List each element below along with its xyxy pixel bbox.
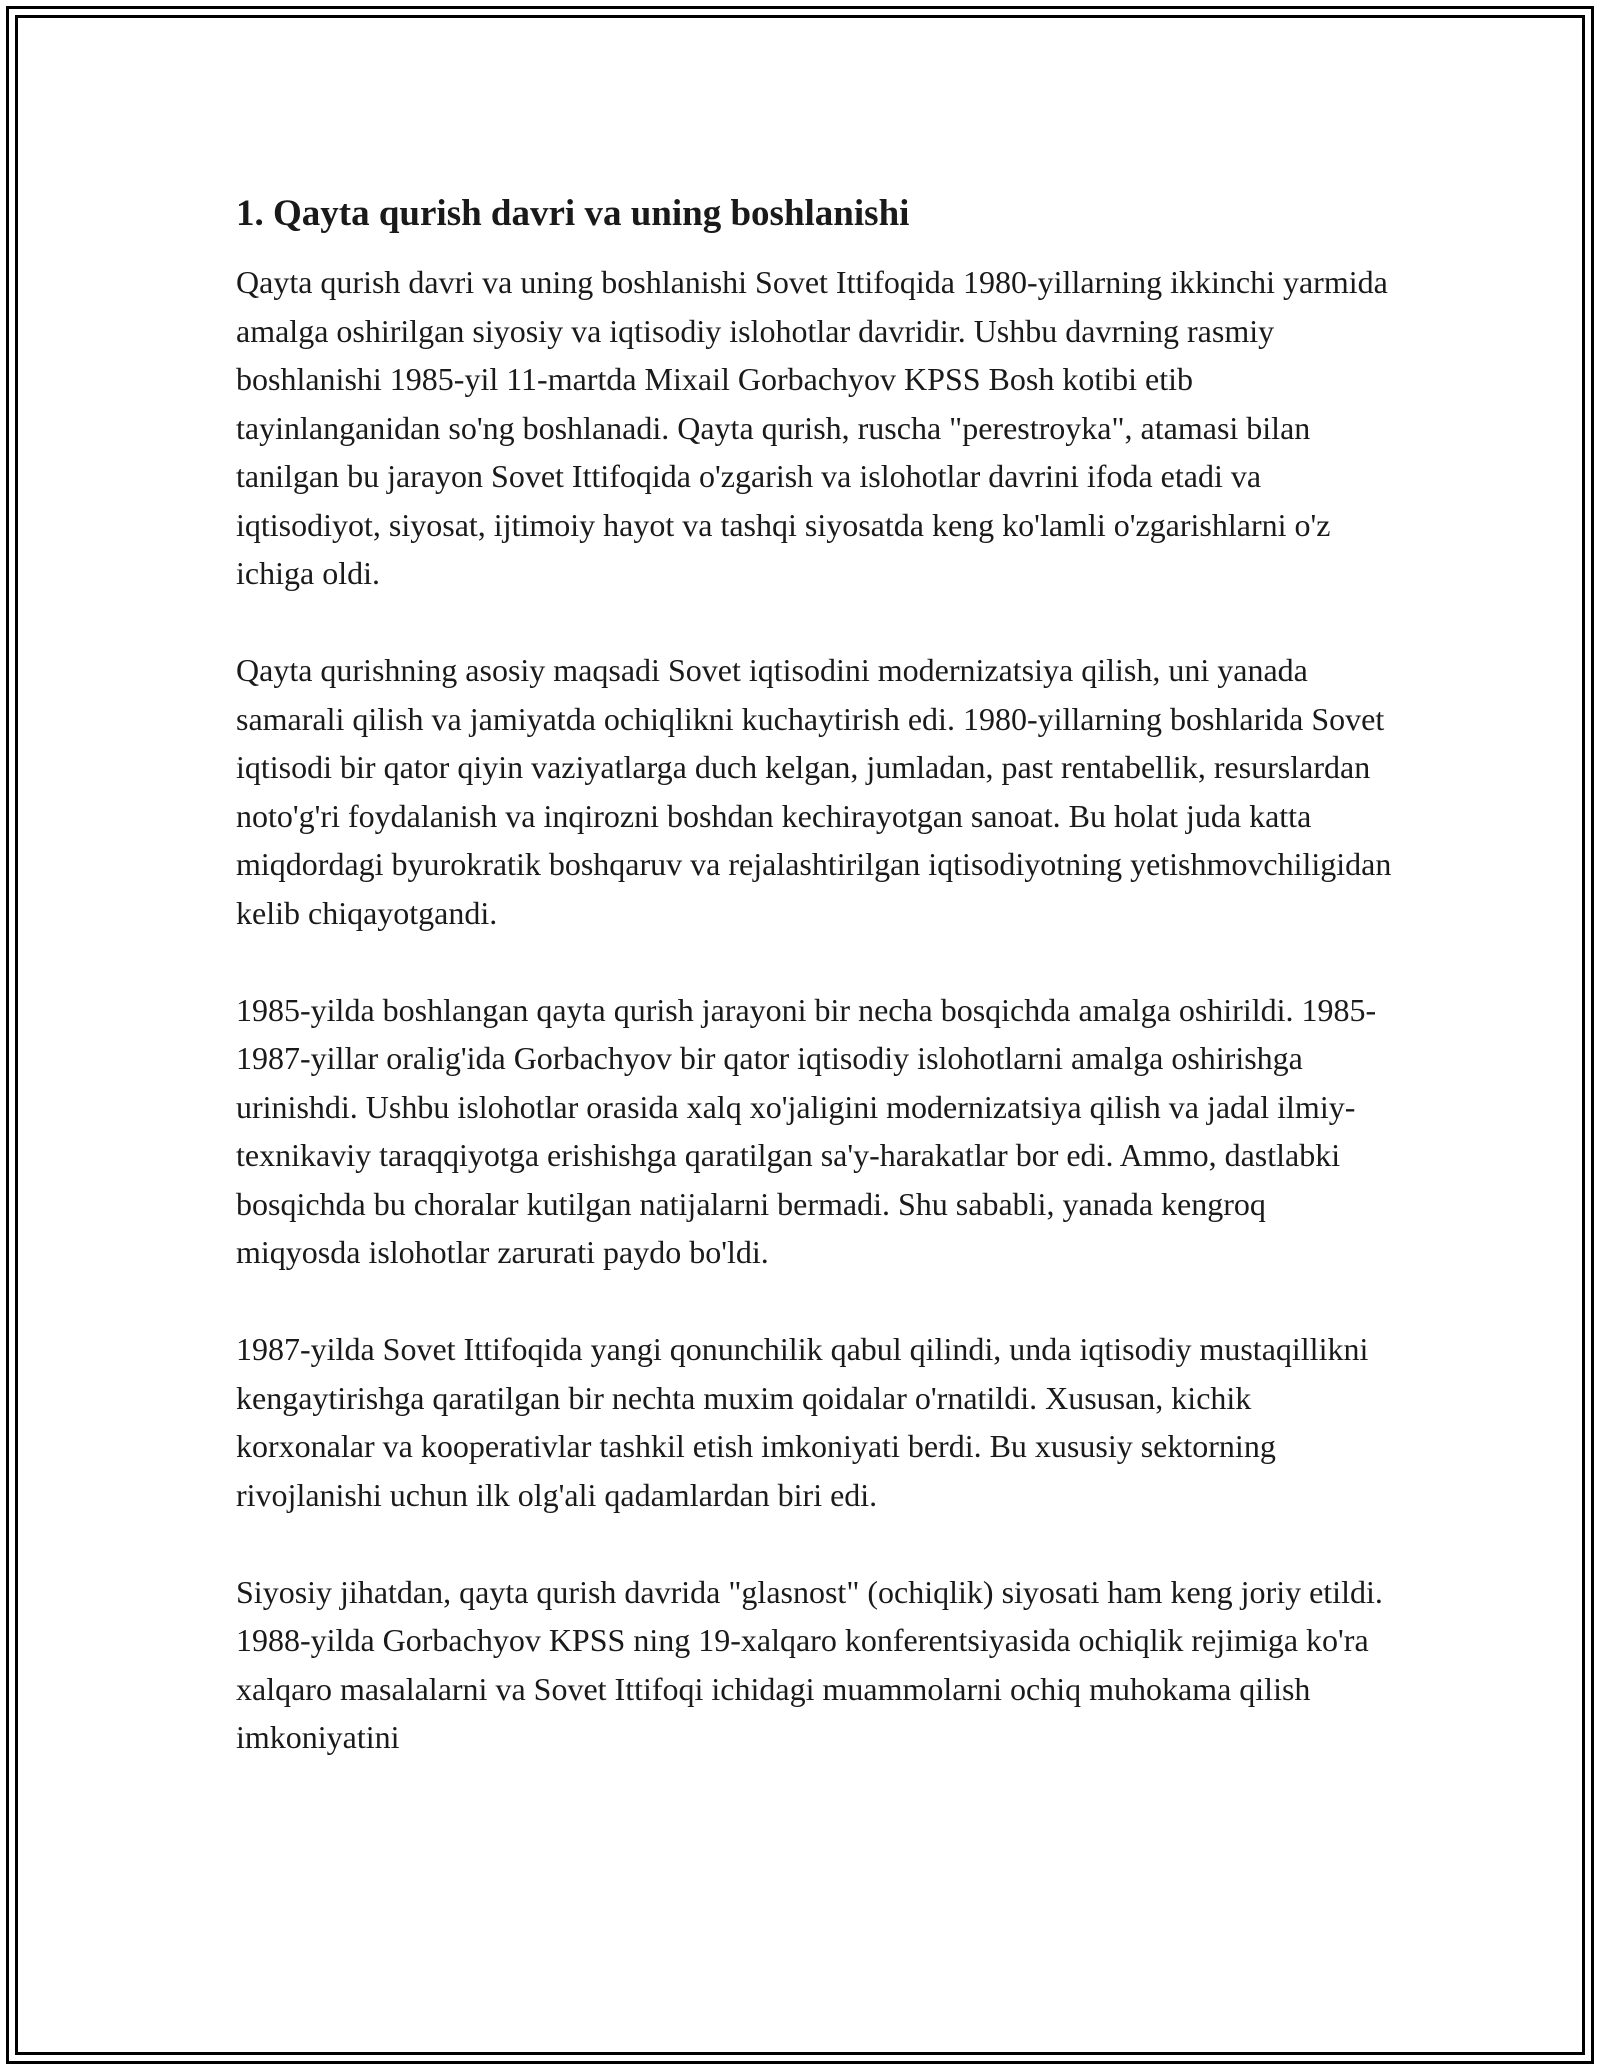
paragraph-2: Qayta qurishning asosiy maqsadi Sovet iqtisodini modernizatsiya qilish, uni yanada samarali qilish va jamiyatda ochiqlikni kuchaytirish edi. 1980-yillarning boshlarida Sovet iqtisodi bir qator qiyin vaziyatlarga duch kelgan, jumladan, past rentabellik, resurslardan noto'g'ri foydalanish va inqirozni boshdan kechirayotgan sanoat. Bu holat juda katta miqdordagi byurokratik boshqaruv va rejalashtirilgan iqtisodiyotning yetishmovchiligidan kelib chiqayotgandi.: [236, 652, 1392, 931]
paragraph-3: 1985-yilda boshlangan qayta qurish jarayoni bir necha bosqichda amalga oshirildi. 1985-1987-yillar oralig'ida Gorbachyov bir qator iqtisodiy islohotlarni amalga oshirishga urinishdi. Ushbu islohotlar orasida xalq xo'jaligini modernizatsiya qilish va jadal ilmiy-texnikaviy taraqqiyotga erishishga qaratilgan sa'y-harakatlar bor edi. Ammo, dastlabki bosqichda bu choralar kutilgan natijalarni bermadi. Shu sababli, yanada kengroq miqyosda islohotlar zarurati paydo bo'ldi.: [236, 991, 1377, 1270]
document-body: [236, 188, 1396, 1762]
paragraph-5: Siyosiy jihatdan, qayta qurish davrida "glasnost" (ochiqlik) siyosati ham keng joriy etildi. 1988-yilda Gorbachyov KPSS ning 19-xalqaro konferentsiyasida ochiqlik rejimiga ko'ra xalqaro masalalarni va Sovet Ittifoqi ichidagi muammolarni ochiq muhokama qilish imkoniyatini: [236, 1573, 1383, 1755]
paragraph-4: 1987-yilda Sovet Ittifoqida yangi qonunchilik qabul qilindi, unda iqtisodiy mustaqillikni kengaytirishga qaratilgan bir nechta muxim qoidalar o'rnatildi. Xususan, kichik korxonalar va kooperativlar tashkil etish imkoniyati berdi. Bu xususiy sektorning rivojlanishi uchun ilk olg'ali qadamlardan biri edi.: [236, 1331, 1369, 1513]
paragraph-1: Qayta qurish davri va uning boshlanishi Sovet Ittifoqida 1980-yillarning ikkinchi yarmida amalga oshirilgan siyosiy va iqtisodiy islohotlar davridir. Ushbu davrning rasmiy boshlanishi 1985-yil 11-martda Mixail Gorbachyov KPSS Bosh kotibi etib tayinlanganidan so'ng boshlanadi. Qayta qurish, ruscha "perestroyka", atamasi bilan tanilgan bu jarayon Sovet Ittifoqida o'zgarish va islohotlar davrini ifoda etadi va iqtisodiyot, siyosat, ijtimoiy hayot va tashqi siyosatda keng ko'lamli o'zgarishlarni o'z ichiga oldi.: [236, 264, 1388, 591]
section-title: 1. Qayta qurish davri va uning boshlanishi: [236, 193, 910, 234]
